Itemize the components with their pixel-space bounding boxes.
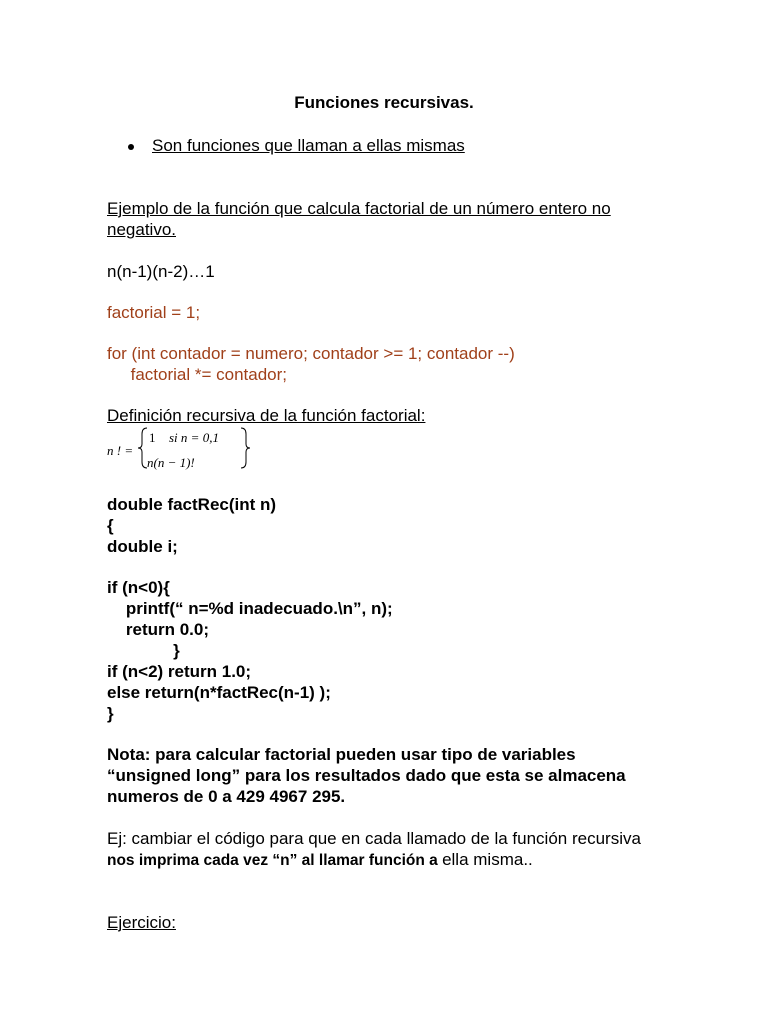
code-line-3: double i;: [107, 537, 178, 556]
code-line-10: else return(n*factRec(n-1) );: [107, 683, 331, 702]
note-line-2: “unsigned long” para los resultados dado que esta se almacena: [107, 766, 626, 785]
formula-case2: n(n − 1)!: [147, 455, 195, 470]
exercise-line-2-rest: ella misma..: [442, 850, 533, 869]
formula-case1-cond: si n = 0,1: [169, 430, 219, 445]
code-for-loop: for (int contador = numero; contador >= 1; contador --): [107, 344, 515, 363]
code-line-6: printf(“ n=%d inadecuado.\n”, n);: [107, 599, 393, 618]
recursive-definition-label: Definición recursiva de la función factorial:: [107, 406, 426, 425]
factorial-formula: [107, 426, 247, 470]
example-intro-line-2: negativo.: [107, 220, 176, 239]
code-line-7: return 0.0;: [107, 620, 210, 639]
code-line-5: if (n<0){: [107, 578, 170, 597]
code-init: factorial = 1;: [107, 303, 201, 322]
formula-lhs: n ! =: [107, 443, 134, 458]
exercise-line-2-bold: nos imprima cada vez “n” al llamar función a: [107, 852, 443, 869]
product-expression: n(n-1)(n-2)…1: [107, 262, 215, 281]
bullet-icon: [128, 144, 134, 150]
code-line-8: }: [107, 641, 180, 660]
exercise-line-1: Ej: cambiar el código para que en cada llamado de la función recursiva: [107, 829, 641, 848]
exercise-heading: Ejercicio:: [107, 913, 176, 932]
code-line-2: {: [107, 516, 114, 535]
note-line-3: numeros de 0 a 429 4967 295.: [107, 787, 346, 806]
example-intro-line-1: Ejemplo de la función que calcula factorial de un número entero no: [107, 199, 611, 218]
bullet-text: Son funciones que llaman a ellas mismas: [152, 136, 465, 155]
formula-case1-value: 1: [149, 430, 156, 445]
note-line-1: Nota: para calcular factorial pueden usar tipo de variables: [107, 745, 576, 764]
code-loop-body: factorial *= contador;: [107, 365, 288, 384]
page-title: Funciones recursivas.: [294, 93, 474, 112]
code-line-11: }: [107, 704, 114, 723]
exercise-line-2: [107, 849, 533, 871]
code-line-9: if (n<2) return 1.0;: [107, 662, 252, 681]
code-line-1: double factRec(int n): [107, 495, 277, 514]
